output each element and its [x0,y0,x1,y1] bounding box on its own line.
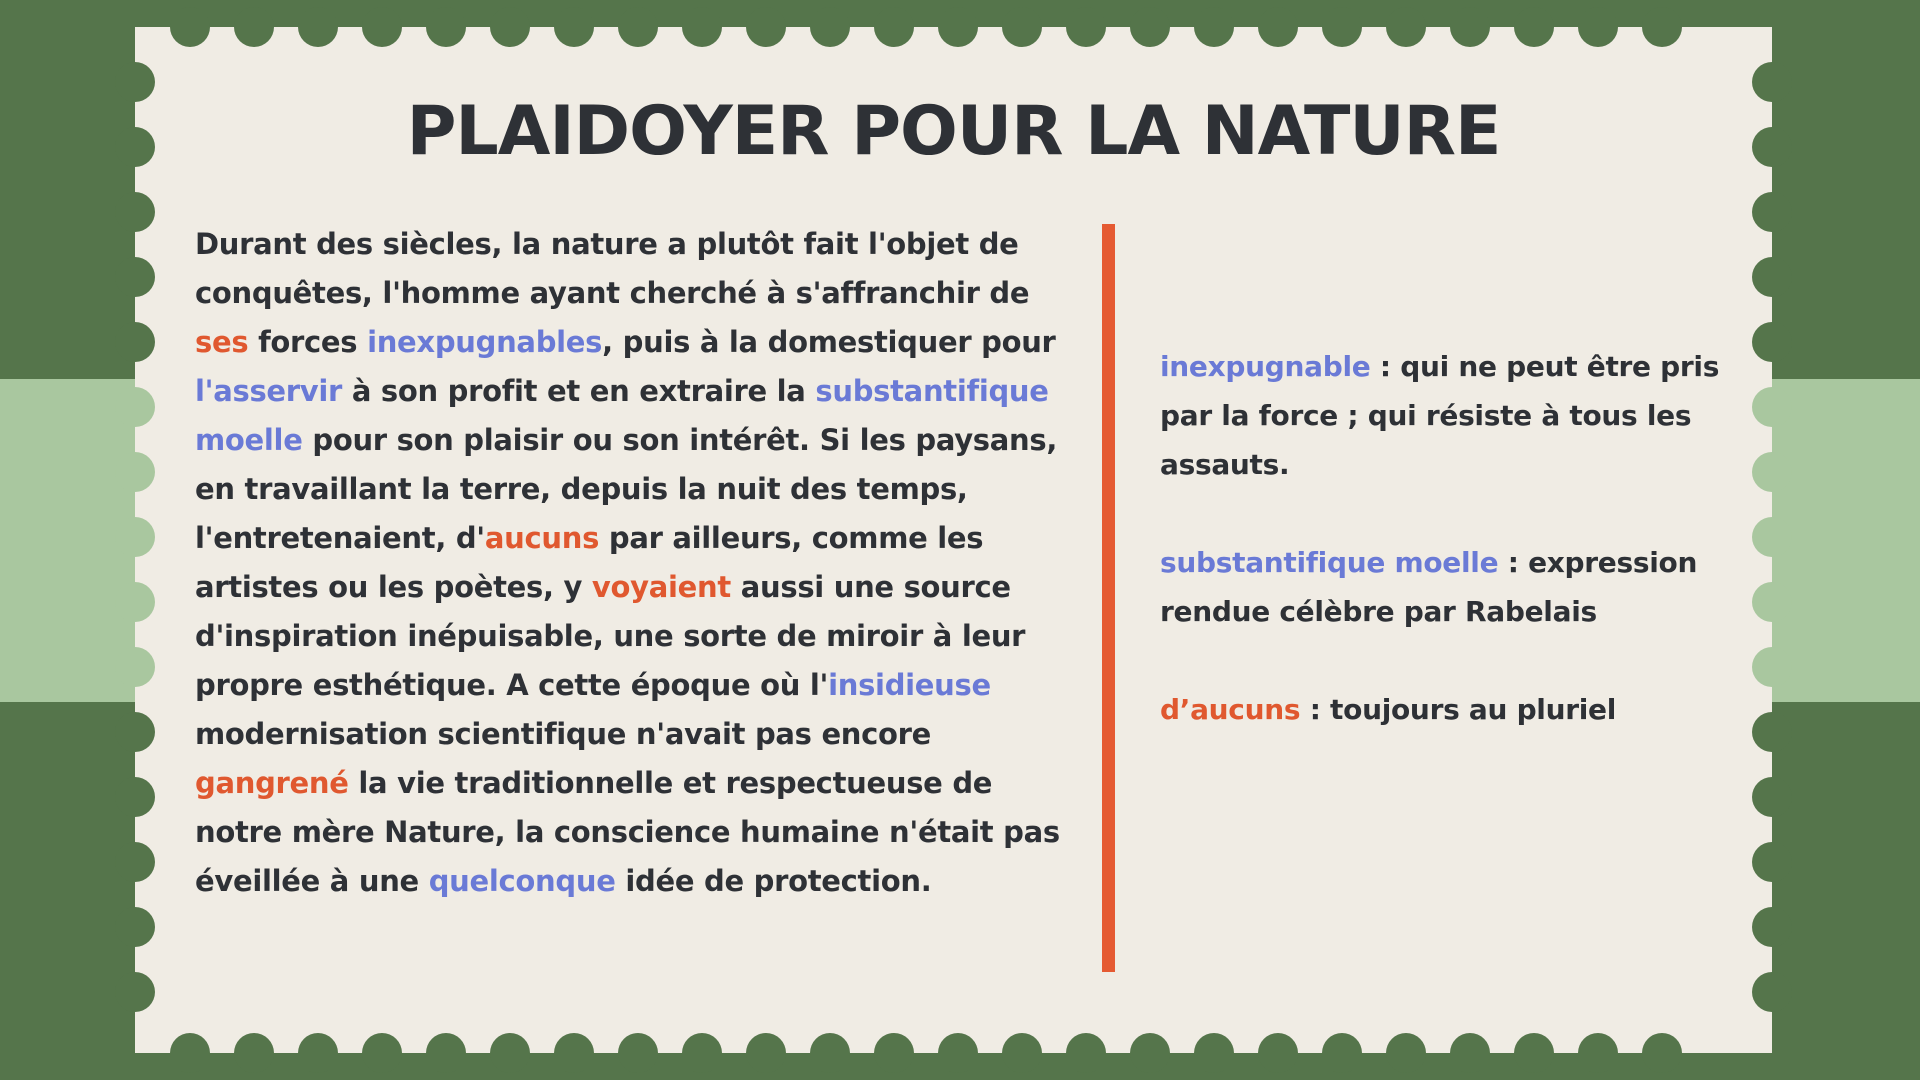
glossary-definition: : qui ne peut être pris par la force ; qui résiste à tous les assauts. [1160,350,1720,481]
highlighted-word: inexpugnables [367,325,603,359]
passage-text: aussi une source d'inspiration inépuisable, une sorte de miroir à leur propre esthétique. A cette époque où l' [195,570,1026,702]
highlighted-word: gangrené [195,766,349,800]
passage-text: pour son plaisir ou son intérêt. Si les paysans, en travaillant la terre, depuis la nuit des temps, l'entretenaient, d' [195,423,1058,555]
passage-text: la vie traditionnelle et respectueuse de notre mère Nature, la conscience humaine n'était pas éveillée à une [195,766,1060,898]
passage-text: Durant des siècles, la nature a plutôt fait l'objet de conquêtes, l'homme ayant cherché à s'affranchir de [195,227,1030,310]
passage-text: modernisation scientifique n'avait pas encore [195,717,932,751]
highlighted-word: aucuns [484,521,600,555]
vertical-divider [1102,224,1115,972]
passage-text: par ailleurs, comme les artistes ou les poètes, y [195,521,984,604]
highlighted-word: insidieuse [828,668,991,702]
highlighted-word: ses [195,325,249,359]
passage-text: , puis à la domestiquer pour [602,325,1056,359]
passage-text: forces [248,325,368,359]
glossary-definition: : toujours au pluriel [1300,693,1617,726]
glossary-term: d’aucuns [1160,693,1301,726]
passage-text: idée de protection. [615,864,932,898]
highlighted-word: voyaient [591,570,731,604]
glossary-entry [1160,685,1730,734]
glossary-definition: : expression rendue célèbre par Rabelais [1160,546,1698,628]
highlighted-word: substantifique moelle [195,374,1049,457]
page-title: PLAIDOYER POUR LA NATURE [406,92,1501,171]
glossary-entry [1160,342,1730,489]
glossary-term: inexpugnable [1160,350,1371,383]
passage-text: à son profit et en extraire la [342,374,816,408]
main-passage [195,220,1075,906]
highlighted-word: quelconque [428,864,616,898]
glossary-term: substantifique moelle [1160,546,1499,579]
highlighted-word: l'asservir [195,374,343,408]
glossary [1160,342,1730,783]
glossary-entry [1160,538,1730,636]
